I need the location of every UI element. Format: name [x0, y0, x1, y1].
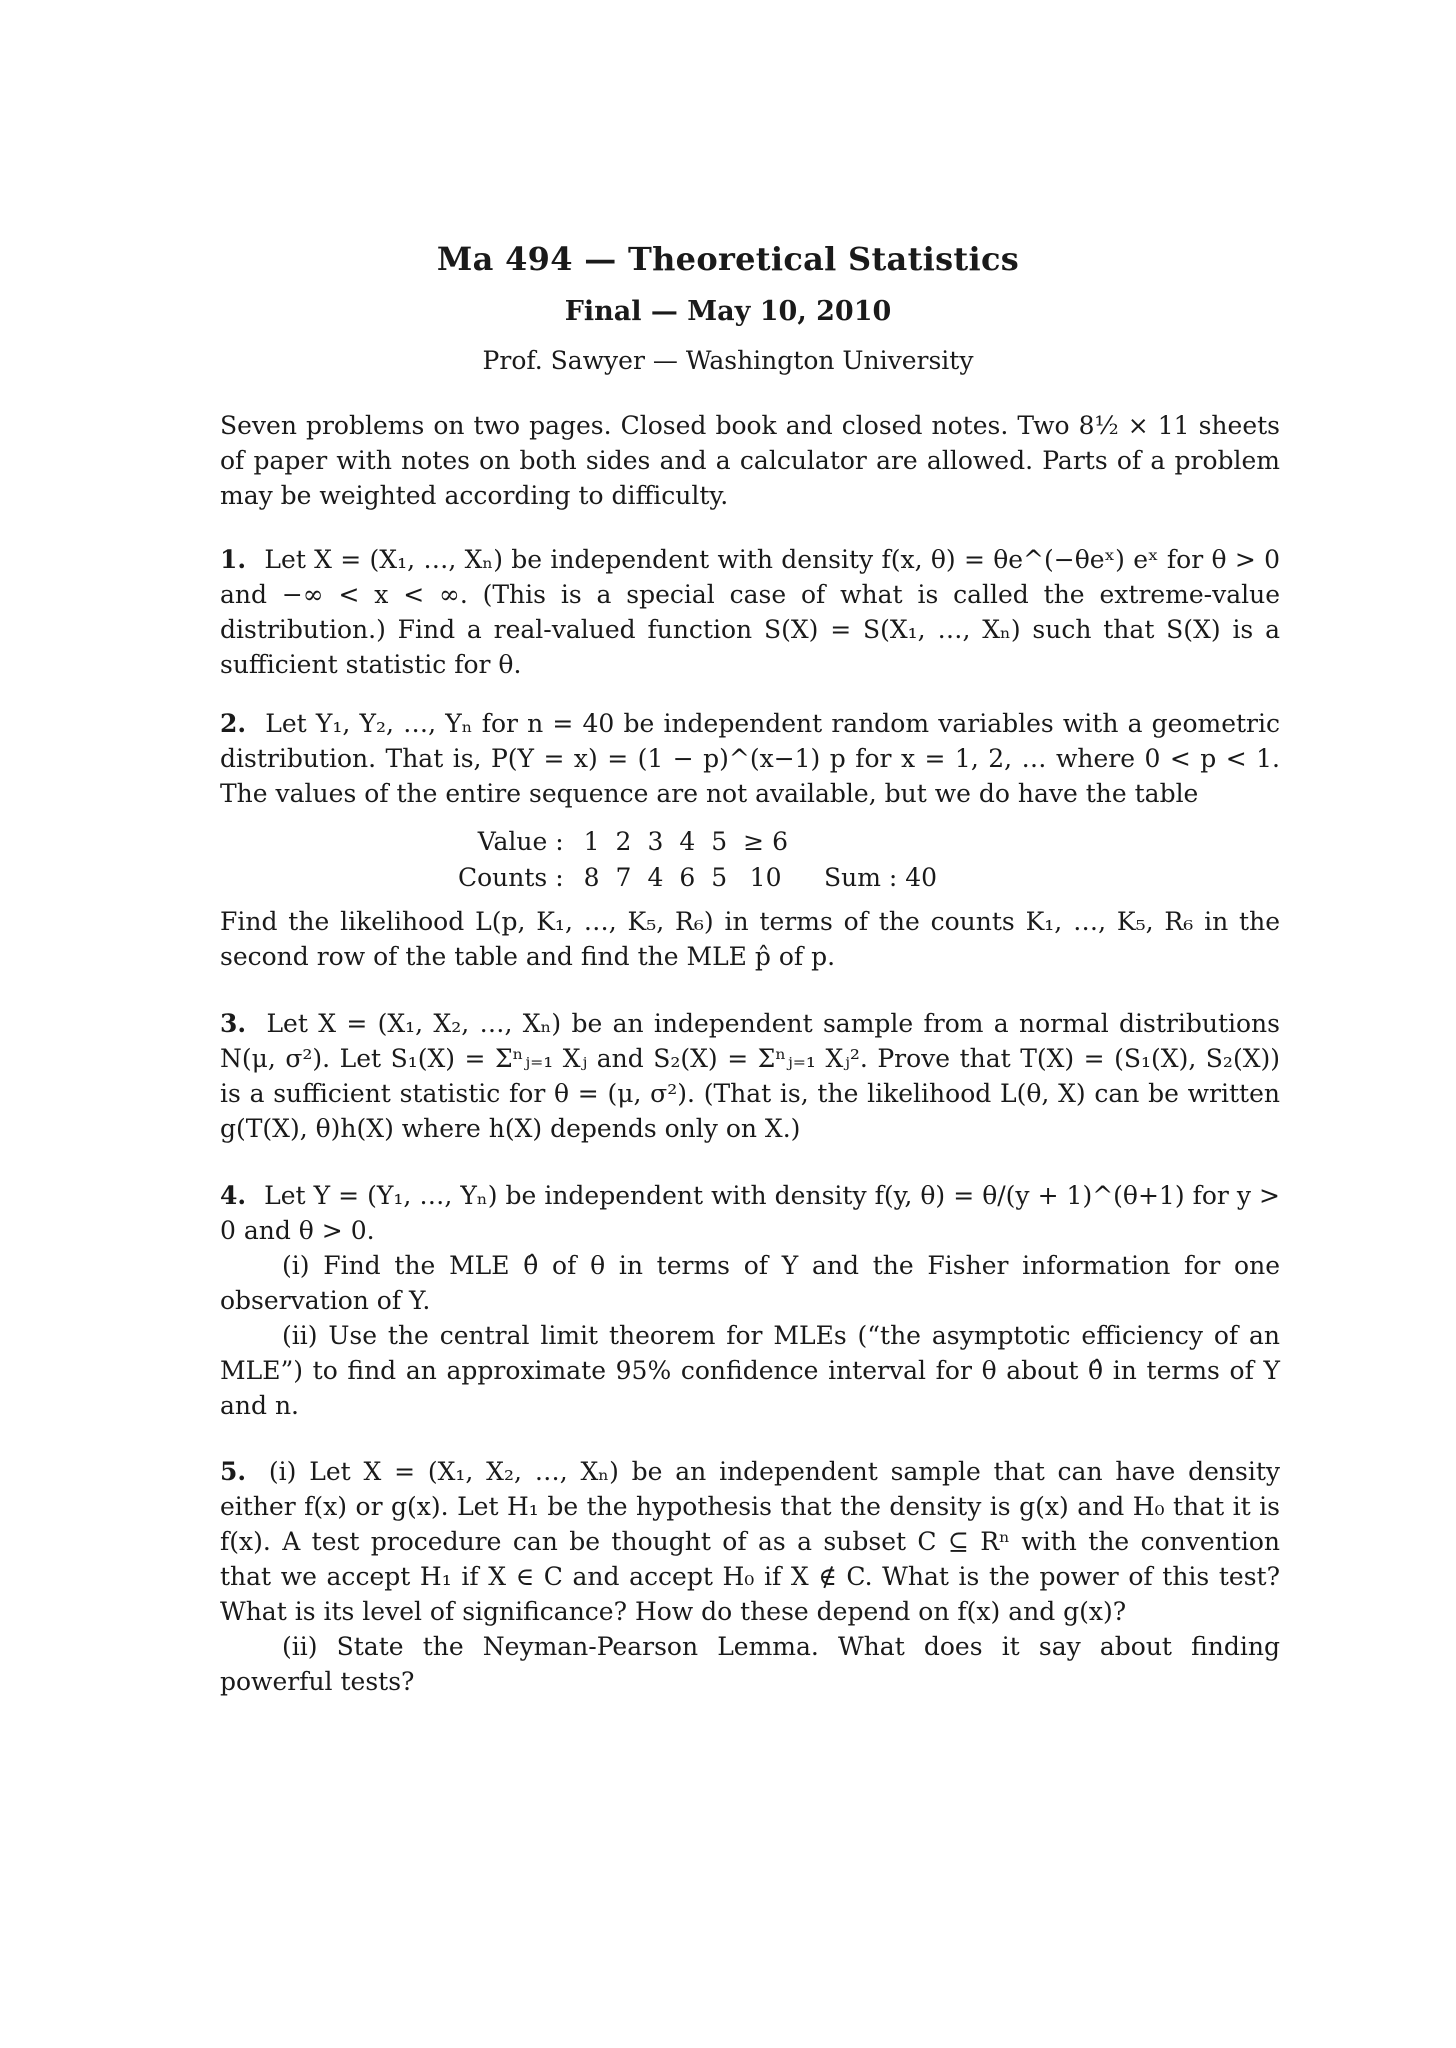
table-cell: 4 — [647, 863, 664, 892]
counts-table — [450, 824, 945, 896]
problem-2 — [220, 706, 1280, 811]
page-title: Ma 494 — Theoretical Statistics — [436, 240, 1020, 278]
problem-number: 1. — [220, 545, 247, 574]
problem-text: Let Y₁, Y₂, …, Yₙ for n = 40 be independent random variables with a geometric distribution. That is, P(Y = x) = (1 − p)^(x−1) p for x = 1, 2, … where 0 < p < 1. The values of the entire sequence are not available, but we do have the table — [220, 709, 1280, 808]
problem-text: Find the likelihood L(p, K₁, …, K₅, R₆) in terms of the counts K₁, …, K₅, R₆ in the second row of the table and find the MLE p̂ of p. — [220, 907, 1280, 971]
table-cell: 4 — [679, 827, 696, 856]
problem-text: Let Y = (Y₁, …, Yₙ) be independent with density f(y, θ) = θ/(y + 1)^(θ+1) for y > 0 and θ > 0. — [220, 1181, 1281, 1245]
problem-text: Let X = (X₁, …, Xₙ) be independent with density f(x, θ) = θe^(−θeˣ) eˣ for θ > 0 and −∞ < x < ∞. (This is a special case of what is called the extreme-value distribution.) Find a real-valued function S(X) = S(X₁, …, Xₙ) such that S(X) is a sufficient statistic for θ. — [220, 545, 1280, 679]
instructions-text: Seven problems on two pages. Closed book and closed notes. Two 8½ × 11 sheets of paper with notes on both sides and a calculator are allowed. Parts of a problem may be weighted according to difficulty. — [220, 411, 1280, 510]
problem-part-i: (i) Find the MLE θ̂ of θ in terms of Y and the Fisher information for one observation of Y. — [220, 1251, 1280, 1315]
table-row-label: Counts : — [458, 863, 564, 892]
problem-2-continued — [220, 904, 1280, 974]
table-cell: 5 — [711, 863, 728, 892]
problem-part-ii: (ii) State the Neyman-Pearson Lemma. What does it say about finding powerful tests? — [220, 1632, 1280, 1696]
problem-number: 4. — [220, 1181, 247, 1210]
table-cell: 5 — [711, 827, 728, 856]
instructions-paragraph — [220, 408, 1280, 513]
table-cell: 2 — [615, 827, 632, 856]
table-cell: 6 — [679, 863, 696, 892]
problem-1 — [220, 542, 1280, 682]
table-sum: Sum : 40 — [823, 863, 938, 892]
exam-subtitle: Final — May 10, 2010 — [564, 296, 892, 327]
problem-3 — [220, 1006, 1280, 1146]
problem-text: (i) Let X = (X₁, X₂, …, Xₙ) be an independent sample that can have density either f(x) or g(x). Let H₁ be the hypothesis that the density is g(x) and H₀ that it is f(x). A test procedure can be thought of as a subset C ⊆ Rⁿ with the convention that we accept H₁ if X ∈ C and accept H₀ if X ∉ C. What is the power of this test? What is its level of significance? How do these depend on f(x) and g(x)? — [220, 1457, 1280, 1626]
table-row-counts — [450, 860, 945, 896]
author-line: Prof. Sawyer — Washington University — [482, 346, 974, 375]
table-cell: ≥ 6 — [743, 827, 788, 856]
table-cell: 3 — [647, 827, 664, 856]
problem-5 — [220, 1454, 1280, 1699]
table-cell: 7 — [615, 863, 632, 892]
problem-text: Let X = (X₁, X₂, …, Xₙ) be an independent sample from a normal distributions N(μ, σ²). Let S₁(X) = Σⁿⱼ₌₁ Xⱼ and S₂(X) = Σⁿⱼ₌₁ Xⱼ². Prove that T(X) = (S₁(X), S₂(X)) is a sufficient statistic for θ = (μ, σ²). (That is, the likelihood L(θ, X) can be written g(T(X), θ)h(X) where h(X) depends only on X.) — [220, 1009, 1280, 1143]
problem-4 — [220, 1178, 1280, 1423]
problem-number: 3. — [220, 1009, 247, 1038]
problem-number: 5. — [220, 1457, 247, 1486]
table-cell: 1 — [583, 827, 600, 856]
problem-part-ii: (ii) Use the central limit theorem for MLEs (“the asymptotic efficiency of an MLE”) to find an approximate 95% confidence interval for θ about θ̂ in terms of Y and n. — [220, 1321, 1280, 1420]
table-row-label: Value : — [477, 827, 564, 856]
problem-number: 2. — [220, 709, 247, 738]
table-cell: 10 — [749, 863, 782, 892]
table-row-values — [450, 824, 945, 860]
table-cell: 8 — [583, 863, 600, 892]
